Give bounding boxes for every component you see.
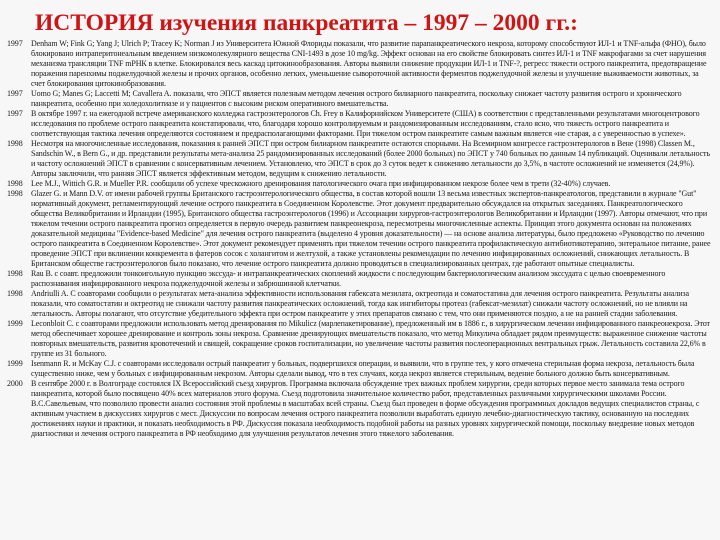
entry-year-6: 1998 [7, 189, 23, 198]
entry-text-6: Glazer G. и Mann D.V. от имени рабочей группы Британского гастроэнтерологического общества, в состав которой вошли 13 весьма известных экспертов-панкреатологов, представили в журнале "Gut" нормативный документ, регламентирующий лечение острого панкреатита в Соединенном Королевстве. Этот документ предварительно обсуждался на открытых заседаниях. Панкреатологического общества Великобритании и Ирландии (1995), Британского общества гастроэнтерологов (1996) и Ассоциации хирургов-гастроэнтерологов Великобритании и Ирландии (1997). Авторы отмечают, что при тяжелом течении острого панкреатита прогноз определяется в первую очередь развитием панкреонекроза, пересмотрены многочисленные аспекты. Принцип этого документа основан на положениях доказательной медицины "Evidence-based Medicine" для лечения острого панкреатита (выделено 4 уровня доказательности) — на основе анализа литературы, было предложено «Руководство по лечению острого панкреатита в Соединенном Королевстве». Этот документ рекомендует применять при тяжелом течении острого панкреатита профилактическую антибиотикотерапию, энтеральное питание, ранее проведение ЭПСТ при вклинении конкремента в фатеров сосок с холангитом и желтухой, а также установлены рекомендации по лечению инфицированных осложнений, снижающих летальность. В Британском обществе гастроэнтерологов было показано, что лечение острого панкреатита должно проводиться в специализированных центрах, где работают опытные специалисты. [31, 189, 711, 268]
history-entry-8 [7, 289, 713, 319]
history-entry-6 [7, 189, 713, 269]
entry-year-1: 1997 [7, 39, 23, 48]
entry-text-8: Andriulli A. С соавторами сообщили о результатах мета-анализа эффективности использования габексата мезилата, октреотида и соматостатина для лечения острого панкреатита. Результаты анализа показали, что соматостатин и октреотид не снижали частоту развития панкреатических осложнений, тогда как ингибиторы протеаз (габексат-мезилат) снижали частоту осложнений, но не влияли на летальность. Авторы полагают, что отсутствие убедительного эффекта при остром панкреатите у этих препаратов связано с тем, что они применяются поздно, а не на ранней стадии заболевания. [31, 289, 689, 318]
history-entry-4 [7, 139, 713, 179]
entry-text-7: Rau B. с соавт. предложили тонкоигольную пункцию экссуда- и интрапанкреатических скоплений жидкости с последующим бактериологическим анализом экссудата с целью своевременного распознавания инфицированного некроза поджелудочной железы и забрюшинной клетчатки. [31, 269, 666, 288]
history-entry-5 [7, 179, 713, 189]
entry-text-11: В сентябре 2000 г. в Волгограде состоялся IX Всероссийский съезд хирургов. Программа включала обсуждение трех важных проблем хирургии, среди которых первое место занимала тема острого панкреатита, которой было посвящено 40% всех материалов этого форума. Съезд подготовила значительное количество работ, представленных различными хирургическими школами России. В.С.Савельевым, что позволило провести анализ состояния этой проблемы в масштабах всей страны. Съезд был проведен в форме обсуждения программных докладов ведущих специалистов страны, с активным участием в дискуссиях хирургов с мест. Дискуссии по вопросам лечения острого панкреатита позволили выработать единую лечебно-диагностическую тактику, основанную на последних достижениях науки и практики, и показать необходимость в РФ. Дискуссия показала необходимость подобной работы на разных уровнях хирургической помощи, поскольку внедрение новых методов диагностики и лечения острого панкреатита в РФ необходимо для улучшения результатов лечения этого тяжелого заболевания. [31, 379, 700, 438]
entry-year-4: 1998 [7, 139, 23, 148]
entry-text-1: Denham W; Fink G; Yang J; Ulrich P; Tracey K; Norman J из Университета Южной Флориды показали, что развитие парапанкреатического некроза, которому способствуют ИЛ-1 и TNF-альфа (ФНО), было блокировано интраперитонеальным введением низкомолекулярного вещества CNI-1493 в дозе 10 mg/kg. Эффект основан на его свойстве блокировать синтез ИЛ-1 и TNF макрофагами за счет нарушения механизма трансляции TNF mРНК в клетке. Блокировался весь каскад цитокинообразования. Авторы выявили снижение продукции ИЛ-1 и TNF-?, регресс тяжести острого панкреатита, предотвращение поражения паренхимы поджелудочной железы и прочих органов, особенно легких, уменьшение сывороточной активности ферментов поджелудочной железы и улучшение выживаемости животных, за счет блокирования цитокинобразования. [31, 39, 707, 88]
entry-text-4: Несмотря на многочисленные исследования, показания к ранней ЭПСТ при остром билиарном панкреатите остаются спорными. На Всемирном конгрессе гастроэнтерологов в Вене (1998) Classen M., Sandschin W., в Bern G., и др. представили результаты мета-анализа 25 рандомизированных исследований (более 2000 больных) по ЭПСТ у 740 больных по данным 14 публикаций. Оценивали летальность и частоту осложнений ЭПСТ в сравнении с консервативным лечением. Установлено, что ЭПСТ в срок до 3 суток ведет к снижению летальности до 3,5%, в частоте осложнений не изменяется (24,9%). Авторы заключили, что ранняя ЭПСТ является эффективным методом, ведущим к снижению летальности. [31, 139, 710, 178]
entry-text-2: Uomo G; Manes G; Laccetti M; Cavallera A. показали, что ЭПСТ является полезным методом лечения острого билиарного панкреатита, поскольку снижает частоту развития острого и хронического панкреатита, особенно при холедохолитиазе и у пациентов с высоким риском оперативного вмешательства. [31, 89, 682, 108]
entry-text-5: Lee M.J., Wittich G.R. и Mueller P.R. сообщили об успехе чрескожного дренирования патологического очага при инфицированном некрозе более чем в трети (32-40%) случаев. [31, 179, 611, 188]
page-title: ИСТОРИЯ изучения панкреатита – 1997 – 2000 гг.: [35, 10, 578, 36]
history-entry-10 [7, 359, 713, 379]
history-list [7, 39, 713, 439]
entry-text-10: Isenmann R. и McKay C.J. с соавторами исследовали острый панкреатит у больных, подвергшихся операции, и выявили, что в группе тех, у кого отмечена стерильная форма некроза, летальность была существенно ниже, чем у больных с инфицированным некрозом. Авторы сделали вывод, что в тех случаях, когда некроз является стерильным, ведение больного должно быть консервативным. [31, 359, 695, 378]
history-entry-1 [7, 39, 713, 89]
history-entry-2 [7, 89, 713, 109]
entry-text-9: Leconbloit C. с соавторами предложили использовать метод дренирования по Mikulicz (марлепакетирование), предложенный им в 1886 г., в хирургическом лечении инфицированного панкреонекроза. Этот метод обеспечивает хорошее дренирование и контроль зоны некроза. Сравнение дренирующих вмешательств показало, что метод Микулича обладает рядом преимуществ: выраженное снижение частоты повторных вмешательств, развития кровотечений и свищей, сокращение сроков госпитализации, но увеличение частоты развития послеоперационных вентральных грыж. Летальность составила 22,6% в группе из 31 больного. [31, 319, 710, 358]
entry-year-3: 1997 [7, 109, 23, 118]
history-entry-11 [7, 379, 713, 439]
history-entry-9 [7, 319, 713, 359]
history-entry-3 [7, 109, 713, 139]
entry-year-10: 1999 [7, 359, 23, 368]
entry-year-5: 1998 [7, 179, 23, 188]
entry-year-9: 1999 [7, 319, 23, 328]
entry-year-7: 1998 [7, 269, 23, 278]
entry-year-8: 1998 [7, 289, 23, 298]
entry-text-3: В октябре 1997 г. на ежегодной встрече американского колледжа гастроэнтерологов Ch. Frey в Калифорнийском Университете (США) в соответствии с представленными результатами многоцентрового исследования по проблеме острого панкреатита констатировали, что, благодаря хорошо контролируемым и рандомизированным исследованиям, стало ясно, что тяжесть острого панкреатита и соответствующая тактика лечения определяются состоянием и предрасполагающими факторами. При тяжелом остром панкреатите самым важным является «не старая, а с уверенностью в успехе». [31, 109, 700, 138]
entry-year-2: 1997 [7, 89, 23, 98]
history-entry-7 [7, 269, 713, 289]
entry-year-11: 2000 [7, 379, 23, 388]
